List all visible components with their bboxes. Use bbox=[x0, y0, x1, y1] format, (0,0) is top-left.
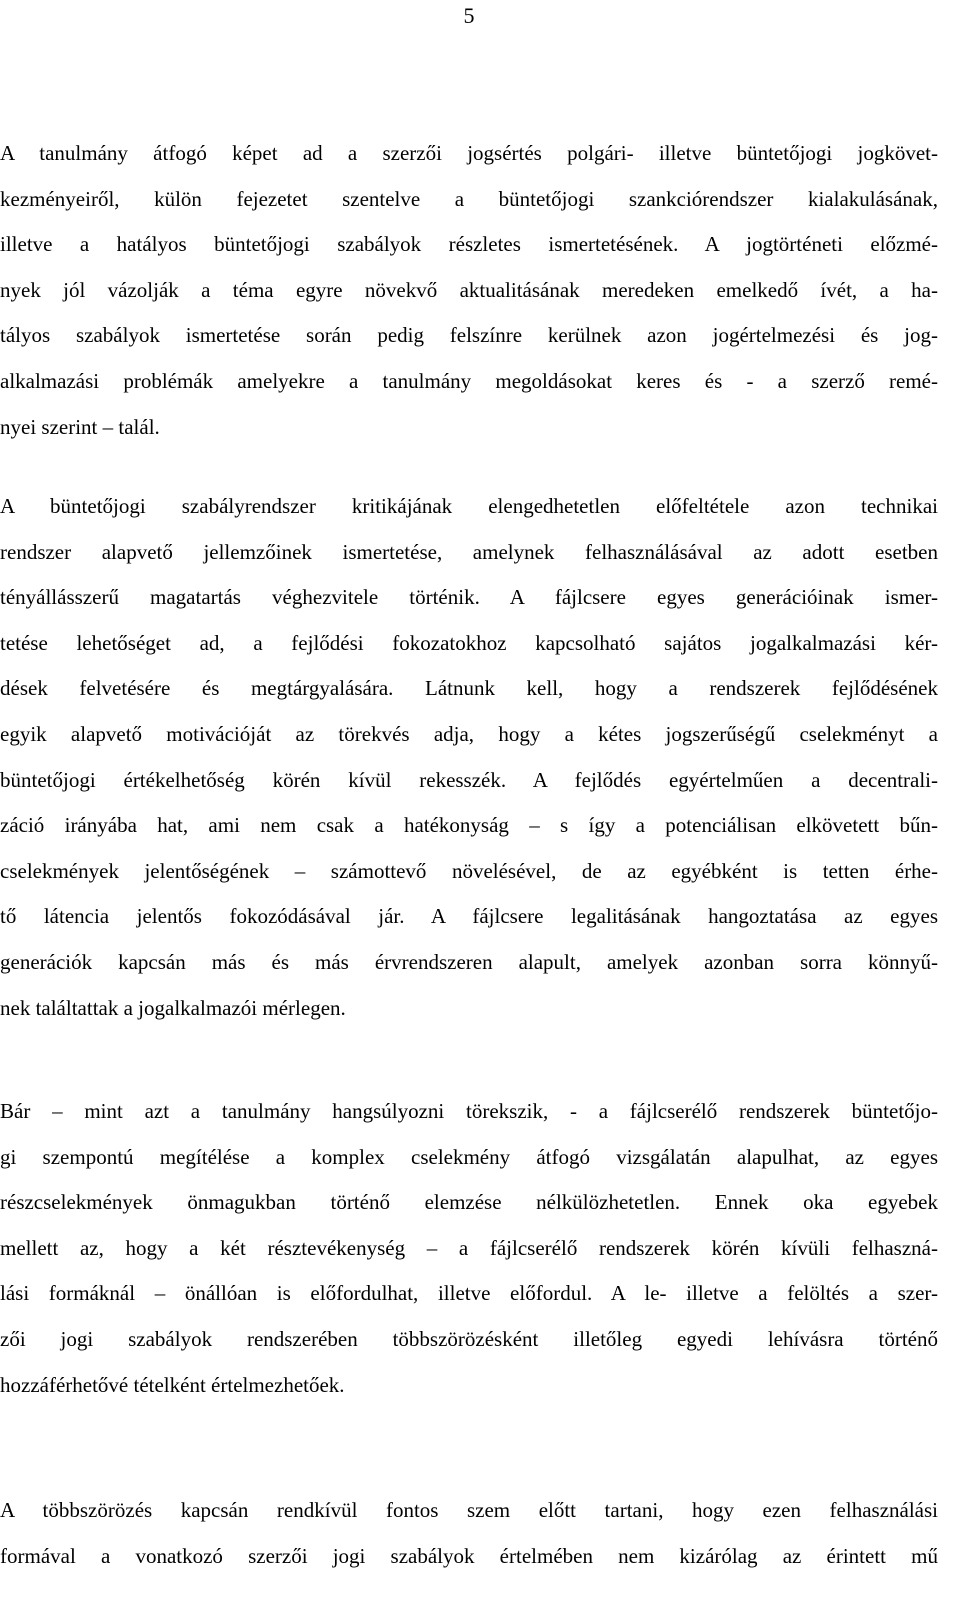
text-line: Bár – mint azt a tanulmány hangsúlyozni törekszik, - a fájlcserélő rendszerek büntetőjo- bbox=[0, 1099, 938, 1123]
paragraph-3 bbox=[0, 1089, 938, 1408]
text-line: mellett az, hogy a két résztevékenység – a fájlcserélő rendszerek körén kívüli felhaszná- bbox=[0, 1235, 938, 1260]
text-line: dések felvetésére és megtárgyalására. Látnunk kell, hogy a rendszerek fejlődésének bbox=[0, 676, 938, 701]
text-line: záció irányába hat, ami nem csak a hatékonyság – s így a potenciálisan elkövetett bűn- bbox=[0, 813, 938, 838]
text-line: generációk kapcsán más és más érvrendszeren alapult, amelyek azonban sorra könnyű- bbox=[0, 949, 938, 974]
text-line: tályos szabályok ismertetése során pedig felszínre kerülnek azon jogértelmezési és jog- bbox=[0, 323, 938, 348]
text-line: részcselekmények önmagukban történő elemzése nélkülözhetetlen. Ennek oka egyebek bbox=[0, 1190, 938, 1215]
text-line: tényállásszerű magatartás véghezvitele történik. A fájlcsere egyes generációinak ismer- bbox=[0, 585, 938, 610]
text-line: lási formáknál – önállóan is előfordulhat, illetve előfordul. A le- illetve a felöltés a szer- bbox=[0, 1281, 938, 1306]
text-line: tő látencia jelentős fokozódásával jár. A fájlcsere legalitásának hangoztatása az egyes bbox=[0, 904, 938, 929]
paragraph-1 bbox=[0, 131, 938, 450]
text-line: cselekmények jelentőségének – számottevő növelésével, de az egyébként is tetten érhe- bbox=[0, 858, 938, 883]
text-line: illetve a hatályos büntetőjogi szabályok részletes ismertetésének. A jogtörténeti előzmé- bbox=[0, 232, 938, 257]
text-line: gi szempontú megítélése a komplex cselekmény átfogó vizsgálatán alapulhat, az egyes bbox=[0, 1144, 938, 1169]
paragraph-4 bbox=[0, 1488, 938, 1579]
text-line: büntetőjogi értékelhetőség körén kívül rekesszék. A fejlődés egyértelműen a decentrali- bbox=[0, 767, 938, 792]
text-line: zői jogi szabályok rendszerében többszörözésként illetőleg egyedi lehívásra történő bbox=[0, 1326, 938, 1351]
text-line: egyik alapvető motivációját az törekvés adja, hogy a kétes jogszerűségű cselekményt a bbox=[0, 721, 938, 746]
text-line: alkalmazási problémák amelyekre a tanulmány megoldásokat keres és - a szerző remé- bbox=[0, 368, 938, 393]
text-line: A büntetőjogi szabályrendszer kritikájának elengedhetetlen előfeltétele azon technikai bbox=[0, 494, 938, 518]
paragraph-2 bbox=[0, 484, 938, 1031]
text-line: kezményeiről, külön fejezetet szentelve a büntetőjogi szankciórendszer kialakulásának, bbox=[0, 186, 938, 211]
text-line: nyei szerint – talál. bbox=[0, 414, 160, 439]
text-line: hozzáférhetővé tételként értelmezhetőek. bbox=[0, 1372, 345, 1397]
text-line: formával a vonatkozó szerzői jogi szabályok értelmében nem kizárólag az érintett mű bbox=[0, 1543, 938, 1568]
page-number: 5 bbox=[463, 3, 475, 28]
text-line: A tanulmány átfogó képet ad a szerzői jogsértés polgári- illetve büntetőjogi jogkövet- bbox=[0, 141, 938, 165]
text-line: nek találtattak a jogalkalmazói mérlegen. bbox=[0, 995, 346, 1020]
text-line: tetése lehetőséget ad, a fejlődési fokozatokhoz kapcsolható sajátos jogalkalmazási kér- bbox=[0, 630, 938, 655]
text-line: rendszer alapvető jellemzőinek ismertetése, amelynek felhasználásával az adott esetben bbox=[0, 539, 938, 564]
text-line: A többszörözés kapcsán rendkívül fontos szem előtt tartani, hogy ezen felhasználási bbox=[0, 1498, 938, 1522]
text-line: nyek jól vázolják a téma egyre növekvő aktualitásának meredeken emelkedő ívét, a ha- bbox=[0, 277, 938, 302]
